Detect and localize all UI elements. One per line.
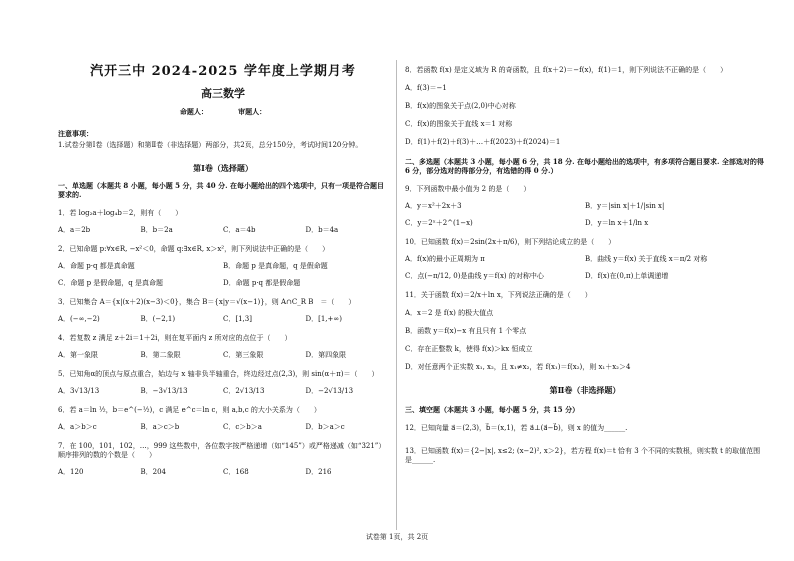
reviewer-label: 审题人：: [238, 107, 267, 116]
option-a: A．120: [58, 468, 84, 476]
option-b: B．204: [140, 468, 167, 476]
option-b: B．f(x)的图象关于点(2,0)中心对称: [405, 102, 516, 110]
option-b: B．命题 p 是真命题，q 是假命题: [223, 262, 328, 270]
option-c: C．y＝2ˣ＋2^(1−x): [405, 219, 473, 227]
option-a: A．第一象限: [58, 351, 99, 359]
option-a: A．x＝2 是 f(x) 的极大值点: [405, 309, 494, 317]
question-7-options: [58, 468, 388, 477]
question-11: 11．关于函数 f(x)＝2/x＋ln x，下列说法正确的是（ ）: [405, 291, 592, 299]
question-6-options: [58, 423, 388, 432]
option-c: C．a＝4b: [223, 226, 256, 234]
option-c: C．f(x)的图象关于直线 x＝1 对称: [405, 120, 513, 128]
option-d: D．b＝4a: [305, 226, 339, 234]
question-7: 7．在 100，101，102，…，999 这些数中，各位数字按严格递增（如“145”）或严格递减（如“321”）顺序排列的数的个数是（ ）: [58, 442, 386, 459]
option-c: C．存在正整数 k，使得 f(x)＞kx 恒成立: [405, 345, 533, 353]
exam-makers: [58, 107, 388, 117]
option-c: C．点(−π/12, 0)是曲线 y＝f(x) 的对称中心: [405, 272, 544, 280]
option-b: B．a＞c＞b: [140, 423, 180, 431]
option-a: A．f(x)的最小正周期为 π: [405, 255, 485, 263]
question-4-options: [58, 351, 388, 360]
option-b: B．曲线 y＝f(x) 关于直线 x＝π/2 对称: [585, 255, 708, 263]
option-b: B．−3√13/13: [140, 387, 188, 395]
question-10-options-cd: [405, 272, 765, 281]
option-d: D．f(1)＋f(2)＋f(3)＋…＋f(2023)＋f(2024)＝1: [405, 138, 561, 146]
option-c: C．168: [223, 468, 249, 476]
question-12: 12．已知向量 a⃗＝(2,3)，b⃗＝(x,1)，若 a⃗⊥(a⃗−b⃗)，则 x 的值为______.: [405, 424, 628, 432]
option-d: D．b＞a＞c: [305, 423, 345, 431]
question-4: 4．若复数 z 满足 z＋2i＝1＋2i，则在复平面内 z 所对应的点位于（ ）: [58, 334, 292, 342]
part1-heading: 第Ⅰ卷（选择题）: [193, 163, 253, 173]
section2-heading: 二、多选题（本题共 3 小题，每小题 6 分，共 18 分. 在每小题给出的选项中，有多项符合题目要求. 全部选对的得 6 分，部分选对的得部分分，有选错的得 0 分.）: [405, 157, 764, 175]
option-c: C．命题 p 是假命题，q 是真命题: [58, 279, 163, 287]
option-d: D．第四象限: [305, 351, 347, 359]
proposer-label: 命题人：: [179, 107, 208, 116]
question-8: 8．若函数 f(x) 是定义域为 R 的奇函数，且 f(x＋2)＝−f(x)，f(1)＝1，则下列说法不正确的是（ ）: [405, 66, 728, 74]
option-a: A．a＞b＞c: [58, 423, 97, 431]
option-c: C．2√13/13: [223, 387, 265, 395]
option-d: D．[1,+∞): [305, 315, 342, 323]
question-3-options: [58, 315, 388, 324]
option-a: A．命题 p·q 都是真命题: [58, 262, 135, 270]
question-5: 5．已知角α的顶点与原点重合，始边与 x 轴非负半轴重合，终边经过点(2,3)，则 sin(α＋π)＝（ ）: [58, 370, 379, 378]
question-1-options: [58, 226, 388, 235]
option-a: A．f(3)＝−1: [405, 84, 447, 92]
option-b: B．b＝2a: [140, 226, 173, 234]
option-d: D．f(x)在(0,π)上单调递增: [585, 272, 669, 280]
option-a: A．3√13/13: [58, 387, 100, 395]
option-d: D．对任意两个正实数 x₁, x₂，且 x₁≠x₂，若 f(x₁)＝f(x₂)，则 x₁＋x₂＞4: [405, 363, 631, 371]
question-13: 13．已知函数 f(x)＝{2−|x|, x≤2; (x−2)², x＞2}，若方程 f(x)＝t 恰有 3 个不同的实数根，则实数 t 的取值范围是______.: [405, 447, 761, 464]
question-10: 10．已知函数 f(x)＝2sin(2x＋π/6)，则下列结论成立的是（ ）: [405, 238, 616, 246]
section3-heading: 三、填空题（本题共 3 小题，每小题 5 分，共 15 分）: [405, 405, 580, 414]
option-a: A．a＝2b: [58, 226, 91, 234]
column-divider: [396, 60, 397, 530]
notice-text: 1.试卷分第Ⅰ卷（选择题）和第Ⅱ卷（非选择题）两部分，共2页，总分150分，考试时间120分钟。: [58, 141, 363, 149]
question-1: 1．若 log₂a＋log₄b＝2，则有（ ）: [58, 209, 183, 217]
option-c: C．[1,3]: [223, 315, 252, 323]
question-9: 9．下列函数中最小值为 2 的是（ ）: [405, 185, 531, 193]
question-9-options-ab: [405, 202, 765, 211]
exam-subtitle: 高三数学: [201, 87, 245, 100]
notice-heading: 注意事项：: [58, 129, 93, 138]
option-b: B．函数 y＝f(x)−x 有且只有 1 个零点: [405, 327, 527, 335]
option-d: D．216: [305, 468, 332, 476]
option-c: C．c＞b＞a: [223, 423, 262, 431]
option-b: B．y＝|sin x|＋1/|sin x|: [585, 202, 665, 210]
option-b: B．(−2,1): [140, 315, 176, 323]
exam-title: 汽开三中 2024-2025 学年度上学期月考: [90, 64, 356, 79]
left-column: [58, 60, 388, 477]
option-a: A．(−∞,−2): [58, 315, 100, 323]
question-2-options-cd: [58, 279, 388, 288]
option-c: C．第三象限: [223, 351, 264, 359]
option-d: D．y＝ln x＋1/ln x: [585, 219, 649, 227]
question-6: 6．若 a＝ln ½，b＝e^(−½)，c 满足 e^c＝ln c，则 a,b,c 的大小关系为（ ）: [58, 406, 321, 414]
option-d: D．命题 p·q 都是假命题: [223, 279, 301, 287]
option-d: D．−2√13/13: [305, 387, 354, 395]
option-a: A．y＝x²＋2x＋3: [405, 202, 462, 210]
question-2: 2．已知命题 p:∀x∈R, −x²＜0，命题 q:∃x∈R, x＞x²，则下列说法中正确的是（ ）: [58, 245, 330, 253]
section1-heading: 一、单选题（本题共 8 小题，每小题 5 分，共 40 分. 在每小题给出的四个选项中，只有一项是符合题目要求的.: [58, 181, 384, 199]
part2-heading: 第Ⅱ卷（非选择题）: [549, 385, 621, 395]
page-footer: 试卷第 1页，共 2页: [365, 533, 429, 541]
option-b: B．第二象限: [140, 351, 181, 359]
question-3: 3．已知集合 A＝{x|(x＋2)(x−3)＜0}，集合 B＝{x|y＝√(x−1)}，则 A∩C_R B ＝（ ）: [58, 298, 356, 306]
question-9-options-cd: [405, 219, 765, 228]
question-10-options-ab: [405, 255, 765, 264]
question-5-options: [58, 387, 388, 396]
right-column: [405, 66, 765, 465]
question-2-options-ab: [58, 262, 388, 271]
